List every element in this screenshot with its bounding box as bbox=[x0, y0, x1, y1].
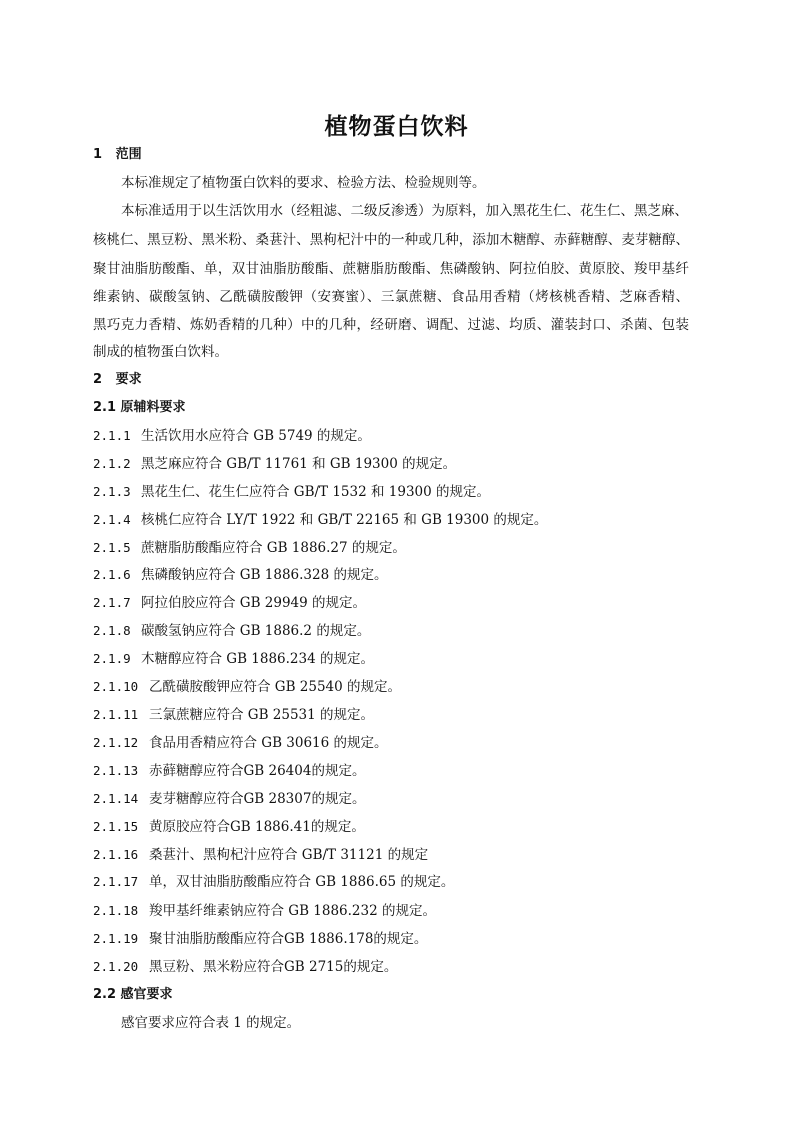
item-text: 黑芝麻应符合 GB/T 11761 和 GB 19300 的规定。 bbox=[141, 456, 457, 472]
list-item bbox=[93, 818, 365, 836]
list-item bbox=[93, 539, 406, 557]
item-number: 2.1.5 bbox=[93, 540, 131, 555]
scope-paragraph-2-line: 制成的植物蛋白饮料。 bbox=[93, 344, 228, 360]
item-text: 黑花生仁、花生仁应符合 GB/T 1532 和 19300 的规定。 bbox=[141, 484, 491, 500]
item-text: 生活饮用水应符合 GB 5749 的规定。 bbox=[141, 428, 371, 444]
item-number: 2.1.6 bbox=[93, 567, 131, 582]
item-text: 核桃仁应符合 LY/T 1922 和 GB/T 22165 和 GB 19300 的规定。 bbox=[141, 512, 548, 528]
list-item bbox=[93, 594, 366, 612]
scope-paragraph-2-line: 维素钠、碳酸氢钠、乙酰磺胺酸钾（安赛蜜）、三氯蔗糖、食品用香精（烤核桃香精、芝麻香精、 bbox=[93, 289, 689, 305]
item-text: 阿拉伯胶应符合 GB 29949 的规定。 bbox=[141, 595, 367, 611]
scope-paragraph-1: 本标准规定了植物蛋白饮料的要求、检验方法、检验规则等。 bbox=[121, 175, 486, 191]
list-item bbox=[93, 762, 365, 780]
scope-paragraph-2-line: 核桃仁、黑豆粉、黑米粉、桑葚汁、黑枸杞汁中的一种或几种，添加木糖醇、赤藓糖醇、麦芽糖醇、 bbox=[93, 232, 689, 248]
item-number: 2.1.10 bbox=[93, 679, 139, 694]
item-text: 黑豆粉、黑米粉应符合GB 2715的规定。 bbox=[149, 959, 398, 975]
item-text: 单，双甘油脂肪酸酯应符合 GB 1886.65 的规定。 bbox=[149, 874, 455, 890]
item-number: 2.1.16 bbox=[93, 847, 139, 862]
list-item bbox=[93, 790, 365, 808]
scope-paragraph-2: 本标准适用于以生活饮用水（经粗滤、二级反渗透）为原料，加入黑花生仁、花生仁、黑芝麻、 bbox=[121, 203, 688, 219]
item-number: 2.1.12 bbox=[93, 735, 139, 750]
item-number: 2.1.3 bbox=[93, 484, 131, 499]
item-number: 2.1.17 bbox=[93, 874, 139, 889]
item-text: 黄原胶应符合GB 1886.41的规定。 bbox=[149, 819, 365, 835]
section-number: 1 bbox=[93, 147, 103, 162]
section-title: 范围 bbox=[115, 147, 142, 162]
list-item bbox=[93, 483, 490, 501]
item-number: 2.1.9 bbox=[93, 651, 131, 666]
list-item bbox=[93, 427, 371, 445]
list-item bbox=[93, 873, 454, 891]
item-text: 麦芽糖醇应符合GB 28307的规定。 bbox=[149, 791, 366, 807]
item-text: 蔗糖脂肪酸酯应符合 GB 1886.27 的规定。 bbox=[141, 540, 406, 556]
scope-paragraph-2-line: 黑巧克力香精、炼奶香精的几种）中的几种，经研磨、调配、过滤、均质、灌装封口、杀菌、包装 bbox=[93, 317, 689, 333]
item-number: 2.1.4 bbox=[93, 512, 131, 527]
item-text: 食品用香精应符合 GB 30616 的规定。 bbox=[149, 735, 388, 751]
subsection-2-2-text: 感官要求应符合表 1 的规定。 bbox=[121, 1015, 301, 1031]
list-item bbox=[93, 706, 374, 724]
item-text: 聚甘油脂肪酸酯应符合GB 1886.178的规定。 bbox=[149, 931, 428, 947]
item-number: 2.1.15 bbox=[93, 819, 139, 834]
list-item bbox=[93, 678, 401, 696]
item-text: 乙酰磺胺酸钾应符合 GB 25540 的规定。 bbox=[149, 679, 402, 695]
list-item bbox=[93, 566, 388, 584]
section-1-heading bbox=[93, 146, 142, 164]
item-number: 2.1.13 bbox=[93, 763, 139, 778]
section-number: 2 bbox=[93, 372, 103, 387]
item-text: 桑葚汁、黑枸杞汁应符合 GB/T 31121 的规定 bbox=[149, 847, 429, 863]
subsection-2-1-heading: 2.1 原辅料要求 bbox=[93, 400, 186, 415]
item-number: 2.1.7 bbox=[93, 595, 131, 610]
item-text: 羧甲基纤维素钠应符合 GB 1886.232 的规定。 bbox=[149, 903, 436, 919]
section-2-heading bbox=[93, 371, 142, 389]
item-number: 2.1.19 bbox=[93, 931, 139, 946]
list-item bbox=[93, 622, 370, 640]
list-item bbox=[93, 650, 374, 668]
list-item bbox=[93, 958, 397, 976]
list-item bbox=[93, 902, 436, 920]
list-item bbox=[93, 930, 427, 948]
item-text: 碳酸氢钠应符合 GB 1886.2 的规定。 bbox=[141, 623, 371, 639]
item-number: 2.1.18 bbox=[93, 903, 139, 918]
item-number: 2.1.8 bbox=[93, 623, 131, 638]
list-item bbox=[93, 511, 547, 529]
item-number: 2.1.14 bbox=[93, 791, 139, 806]
item-text: 焦磷酸钠应符合 GB 1886.328 的规定。 bbox=[141, 567, 388, 583]
subsection-2-2-heading: 2.2 感官要求 bbox=[93, 987, 173, 1002]
list-item bbox=[93, 846, 428, 864]
list-item bbox=[93, 734, 388, 752]
item-text: 三氯蔗糖应符合 GB 25531 的规定。 bbox=[149, 707, 375, 723]
list-item bbox=[93, 455, 456, 473]
item-number: 2.1.11 bbox=[93, 707, 139, 722]
item-text: 木糖醇应符合 GB 1886.234 的规定。 bbox=[141, 651, 374, 667]
item-text: 赤藓糖醇应符合GB 26404的规定。 bbox=[149, 763, 366, 779]
item-number: 2.1.2 bbox=[93, 456, 131, 471]
page-title: 植物蛋白饮料 bbox=[324, 114, 469, 140]
item-number: 2.1.20 bbox=[93, 959, 139, 974]
scope-paragraph-2-line: 聚甘油脂肪酸酯、单，双甘油脂肪酸酯、蔗糖脂肪酸酯、焦磷酸钠、阿拉伯胶、黄原胶、羧甲基纤 bbox=[93, 261, 689, 277]
item-number: 2.1.1 bbox=[93, 428, 131, 443]
section-title: 要求 bbox=[115, 372, 142, 387]
